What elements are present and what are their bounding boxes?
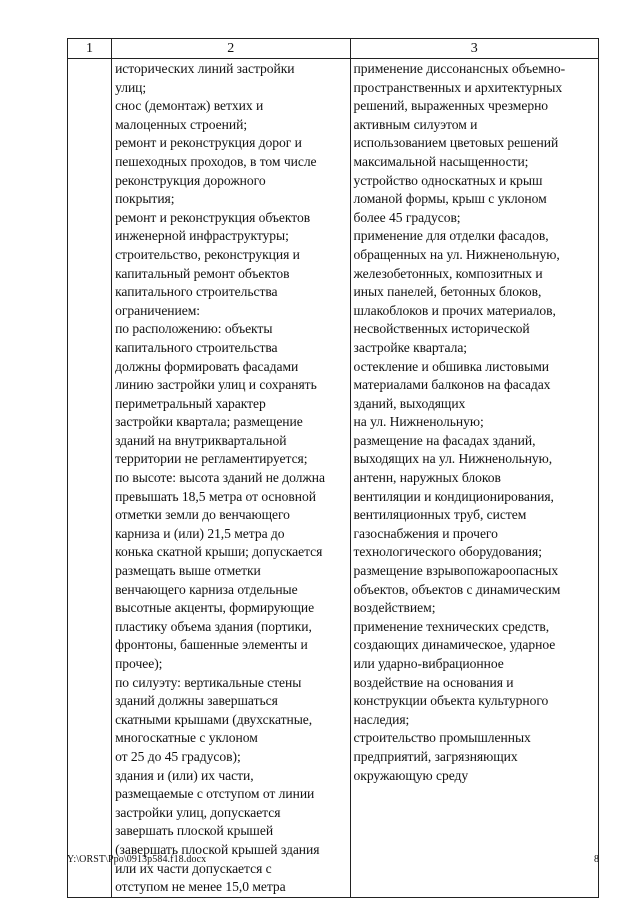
column-3-cell — [350, 59, 598, 898]
text-line: зданий, выходящих — [353, 395, 466, 411]
text-line: воздействием; — [353, 600, 436, 616]
text-line: капитальный ремонт объектов — [115, 265, 290, 281]
text-line: застройки квартала; размещение — [115, 414, 303, 430]
text-line: наследия; — [353, 711, 410, 727]
column-1-cell — [68, 59, 112, 898]
text-line: ремонт и реконструкция объектов — [115, 209, 311, 225]
text-line: обращенных на ул. Нижненольную, — [353, 246, 560, 262]
text-line: устройство односкатных и крыш — [353, 172, 543, 188]
text-line: по расположению: объекты — [115, 321, 273, 337]
text-line: применение технических средств, — [353, 618, 550, 634]
text-line: отметки земли до венчающего — [115, 507, 290, 523]
text-line: снос (демонтаж) ветхих и — [115, 98, 264, 114]
table-body-row — [68, 59, 599, 898]
text-line: остекление и обшивка листовыми — [353, 358, 550, 374]
text-line: высотные акценты, формирующие — [115, 600, 315, 616]
text-line: технологического оборудования; — [353, 544, 542, 560]
table-header-row — [68, 39, 599, 59]
column-3-text — [351, 59, 598, 785]
text-line: реконструкция дорожного — [115, 172, 266, 188]
text-line: прочее); — [115, 656, 163, 671]
text-line: выходящих на ул. Нижненольную, — [353, 451, 553, 467]
text-line: конька скатной крыши; допускается — [115, 544, 323, 560]
text-line: ограничением: — [115, 302, 201, 318]
text-line: размещаемые с отступом от линии — [115, 786, 315, 802]
text-line: по высоте: высота зданий не должна — [115, 470, 325, 486]
text-line: максимальной насыщенности; — [353, 153, 529, 169]
column-2-text — [112, 59, 349, 897]
text-line: карниза и (или) 21,5 метра до — [115, 525, 285, 541]
text-line: от 25 до 45 градусов); — [115, 748, 241, 764]
text-line: размещение взрывопожароопасных — [353, 563, 559, 579]
text-line: (завершать плоской крышей здания — [115, 841, 320, 857]
text-line: строительство, реконструкция и — [115, 246, 300, 262]
text-line: объектов, объектов с динамическим — [353, 581, 561, 597]
text-line: ремонт и реконструкция дорог и — [115, 135, 302, 151]
text-line: или их части допускается с — [115, 860, 272, 876]
text-line: скатными крышами (двухскатные, — [115, 711, 313, 727]
text-line: улиц; — [115, 79, 147, 95]
text-line: периметральный характер — [115, 395, 266, 411]
text-line: должны формировать фасадами — [115, 358, 299, 374]
text-line: линию застройки улиц и сохранять — [115, 377, 317, 393]
column-2-cell — [112, 59, 350, 898]
text-line: покрытия; — [115, 191, 175, 207]
text-line: более 45 градусов; — [353, 209, 461, 225]
text-line: вентиляционных труб, систем — [353, 507, 527, 523]
text-line: зданий должны завершаться — [115, 693, 278, 709]
text-line: венчающего карниза отдельные — [115, 581, 298, 597]
text-line: отступом не менее 15,0 метра — [115, 879, 286, 895]
text-line: иных панелей, бетонных блоков, — [353, 284, 542, 300]
text-line: фронтоны, башенные элементы и — [115, 637, 308, 653]
text-line: пластику объема здания (портики, — [115, 618, 312, 634]
text-line: на ул. Нижненольную; — [353, 414, 484, 430]
text-line: материалами балконов на фасадах — [353, 377, 551, 393]
text-line: окружающую среду — [353, 767, 469, 783]
text-line: по силуэту: вертикальные стены — [115, 674, 302, 690]
text-line: пешеходных проходов, в том числе — [115, 153, 317, 169]
text-line: применение диссонансных объемно- — [353, 61, 566, 76]
text-line: использованием цветовых решений — [353, 135, 559, 151]
text-line: конструкции объекта культурного — [353, 693, 549, 709]
document-table — [67, 38, 599, 898]
text-line: антенн, наружных блоков — [353, 470, 501, 486]
text-line: капитального строительства — [115, 339, 278, 355]
text-line: строительство промышленных — [353, 730, 531, 746]
text-line: ломаной формы, крыш с уклоном — [353, 191, 547, 207]
footer-file-path: Y:\ORST\Ppo\0913p584.f18.docx — [67, 854, 207, 865]
text-line: железобетонных, композитных и — [353, 265, 543, 281]
text-line: или ударно-вибрационное — [353, 656, 504, 671]
text-line: создающих динамическое, ударное — [353, 637, 556, 653]
text-line: зданий на внутриквартальной — [115, 432, 287, 448]
text-line: застройке квартала; — [353, 339, 468, 355]
header-cell-1: 1 — [68, 39, 112, 59]
text-line: застройки улиц, допускается — [115, 804, 281, 820]
header-cell-3: 3 — [350, 39, 598, 59]
text-line: превышать 18,5 метра от основной — [115, 488, 316, 504]
text-line: территории не регламентируется; — [115, 451, 308, 467]
text-line: газоснабжения и прочего — [353, 525, 498, 541]
text-line: многоскатные с уклоном — [115, 730, 258, 746]
text-line: инженерной инфраструктуры; — [115, 228, 289, 244]
text-line: предприятий, загрязняющих — [353, 748, 518, 764]
text-line: малоценных строений; — [115, 116, 248, 132]
text-line: несвойственных исторической — [353, 321, 530, 337]
text-line: решений, выраженных чрезмерно — [353, 98, 549, 114]
text-line: здания и (или) их части, — [115, 767, 254, 783]
header-cell-2: 2 — [112, 39, 350, 59]
text-line: размещать выше отметки — [115, 563, 261, 579]
text-line: вентиляции и кондиционирования, — [353, 488, 554, 504]
page-number: 8 — [594, 854, 599, 865]
text-line: завершать плоской крышей — [115, 823, 274, 839]
text-line: шлакоблоков и прочих материалов, — [353, 302, 556, 318]
text-line: исторических линий застройки — [115, 61, 295, 76]
text-line: размещение на фасадах зданий, — [353, 432, 536, 448]
text-line: активным силуэтом и — [353, 116, 478, 132]
text-line: пространственных и архитектурных — [353, 79, 563, 95]
text-line: воздействие на основания и — [353, 674, 514, 690]
text-line: капитального строительства — [115, 284, 278, 300]
text-line: применение для отделки фасадов, — [353, 228, 549, 244]
